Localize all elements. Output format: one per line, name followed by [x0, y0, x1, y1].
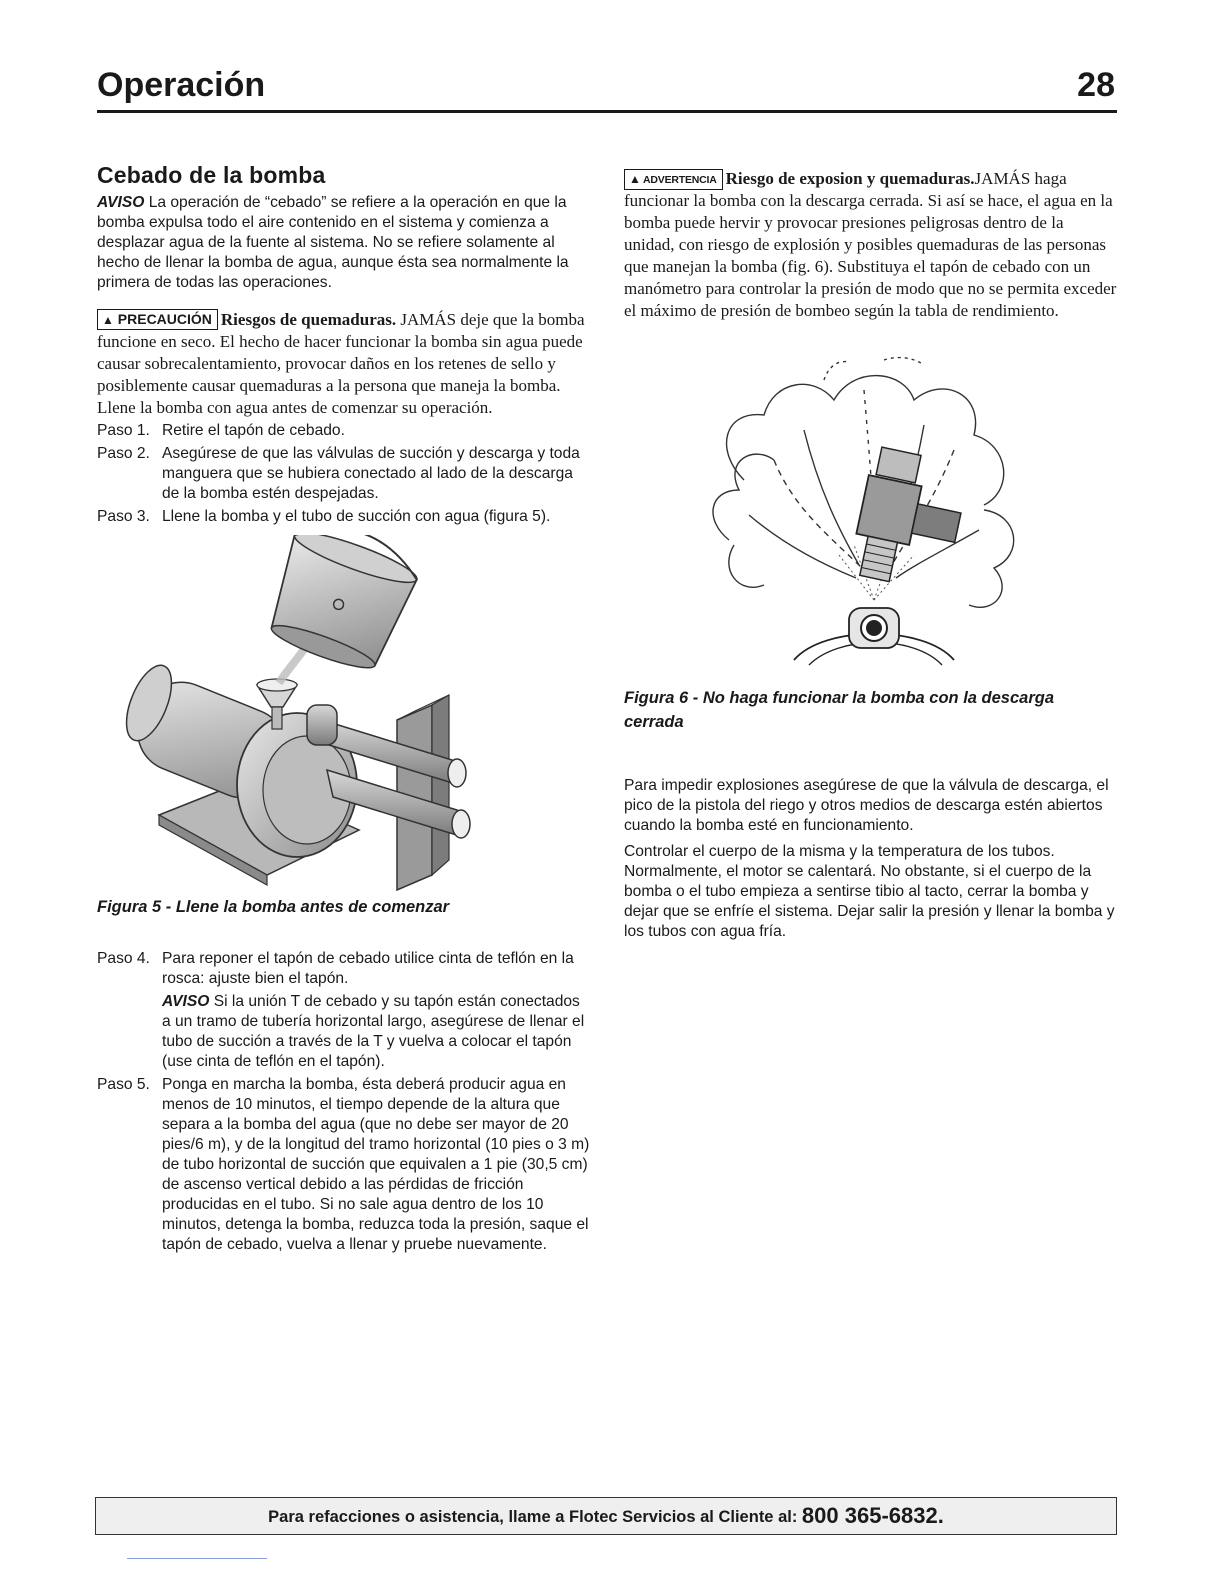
step-notice	[162, 992, 591, 1072]
notice-label: AVISO	[162, 993, 210, 1010]
page-header	[97, 62, 1117, 113]
steps-list-continued	[97, 949, 591, 1255]
step-label: Paso 4.	[97, 950, 150, 967]
figure-5	[97, 535, 591, 919]
figure-6-caption: Figura 6 - No haga funcionar la bomba con la descarga cerrada	[624, 689, 1055, 731]
warning-block	[624, 168, 1118, 322]
warning-title: Riesgo de exposion y quemaduras.	[725, 169, 975, 188]
warning-triangle-icon: ▲	[629, 172, 641, 186]
pump-explosion-illustration	[624, 340, 1118, 680]
warning-badge-label: ADVERTENCIA	[643, 174, 717, 186]
step-item	[97, 949, 591, 1072]
footer-rule	[127, 1558, 267, 1559]
support-phone-number: 800 365-6832.	[801, 1503, 944, 1528]
temperature-paragraph: Controlar el cuerpo de la misma y la temperatura de los tubos. Normalmente, el motor se calentará. No obstante, si el cuerpo de la bomba o el tubo empieza a sentirse tibio al tacto, cerrar la bomba y dejar que se enfríe el sistema. Dejar salir la presión y llenar la bomba y los tubos con agua fría.	[624, 843, 1115, 940]
step-item	[97, 507, 591, 527]
caution-badge-label: PRECAUCIÓN	[117, 311, 212, 327]
caution-text: JAMÁS deje que la bomba funcione en seco. El hecho de hacer funcionar la bomba sin agua puede causar sobrecalentamiento, provocar daños en los retenes de sello y posiblemente causar quemaduras a la persona que maneja la bomba. Llene la bomba con agua antes de comenzar su operación.	[97, 310, 585, 417]
step-label: Paso 2.	[97, 445, 150, 462]
caution-title: Riesgos de quemaduras.	[220, 310, 397, 329]
footer-text: Para refacciones o asistencia, llame a Flotec Servicios al Cliente al:	[268, 1508, 802, 1526]
step-item	[97, 421, 591, 441]
notice-text: Si la unión T de cebado y su tapón están conectados a un tramo de tubería horizontal largo, asegúrese de llenar el tubo de succión a través de la T y vuelva a colocar el tapón (use cinta de teflón en el tapón).	[162, 993, 585, 1070]
warning-triangle-icon: ▲	[102, 313, 114, 327]
pump-filling-illustration	[97, 535, 591, 895]
notice-text: La operación de “cebado” se refiere a la operación en que la bomba expulsa todo el aire contenido en el sistema y comienza a desplazar agua de la fuente al sistema. No se refiere solamente al hecho de llenar la bomba de agua, aunque ésta sea normalmente la primera de todas las operaciones.	[97, 194, 569, 291]
steps-list	[97, 421, 591, 527]
section-title: Cebado de la bomba	[97, 162, 326, 188]
warning-text: JAMÁS haga funcionar la bomba con la descarga cerrada. Si así se hace, el agua en la bomba puede hervir y provocar presiones peligrosas dentro de la unidad, con riesgo de explosión y posibles quemaduras de las personas que manejan la bomba (fig. 6). Substituya el tapón de cebado con un manómetro para controlar la presión de modo que no se permita exceder el máximo de presión de bombeo según la tabla de rendimiento.	[624, 169, 1117, 320]
caution-badge	[97, 309, 218, 330]
right-column	[624, 168, 1118, 953]
step-text: Retire el tapón de cebado.	[162, 422, 345, 439]
left-column	[97, 162, 591, 1258]
prevention-paragraph: Para impedir explosiones asegúrese de que la válvula de descarga, el pico de la pistola del riego y otros medios de descarga estén abiertos cuando la bomba esté en funcionamiento.	[624, 777, 1109, 834]
step-item	[97, 1075, 591, 1255]
step-text: Para reponer el tapón de cebado utilice cinta de teflón en la rosca: ajuste bien el tapón.	[162, 950, 574, 987]
step-text: Ponga en marcha la bomba, ésta deberá producir agua en menos de 10 minutos, el tiempo depende de la altura que separa a la bomba del agua (que no debe ser mayor de 20 pies/6 m), y de la longitud del tramo horizontal (10 pies o 3 m) de tubo horizontal de succión que equivalen a 1 pie (30,5 cm) de ascenso vertical debido a las pérdidas de fricción producidas en el tubo. Si no sale agua dentro de los 10 minutos, detenga la bomba, reduzca toda la presión, saque el tapón de cebado, vuelva a llenar y pruebe nuevamente.	[162, 1076, 590, 1253]
notice-label: AVISO	[97, 194, 145, 211]
figure-6	[624, 340, 1118, 734]
step-text: Asegúrese de que las válvulas de succión y descarga y toda manguera que se hubiera conectado al lado de la descarga de la bomba estén despejadas.	[162, 445, 580, 502]
step-label: Paso 3.	[97, 508, 150, 525]
warning-badge	[624, 169, 723, 190]
intro-notice	[97, 193, 591, 293]
step-item	[97, 444, 591, 504]
step-label: Paso 5.	[97, 1076, 150, 1093]
step-label: Paso 1.	[97, 422, 150, 439]
step-text: Llene la bomba y el tubo de succión con agua (figura 5).	[162, 508, 551, 525]
caution-block	[97, 309, 591, 419]
page-title: Operación	[97, 66, 266, 104]
page-number: 28	[1077, 66, 1115, 104]
support-footer	[95, 1497, 1117, 1535]
figure-5-caption: Figura 5 - Llene la bomba antes de comenzar	[97, 898, 450, 916]
